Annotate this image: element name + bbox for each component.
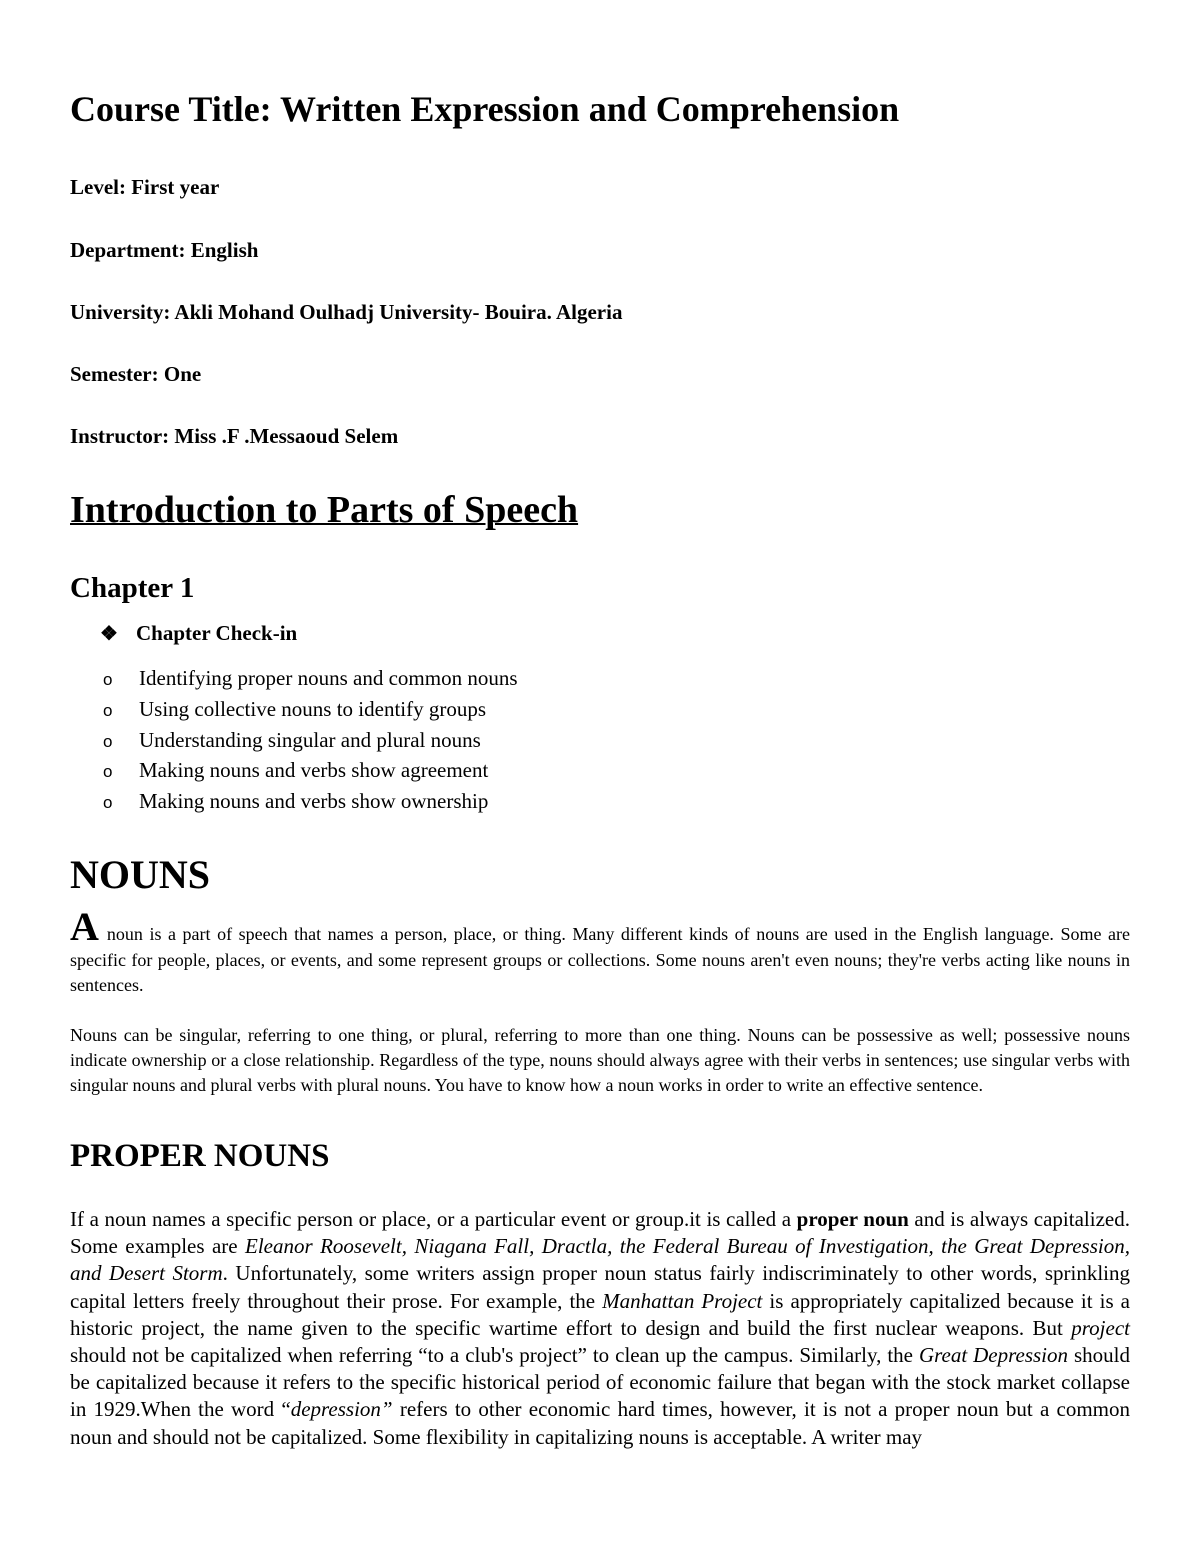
circle-bullet-icon: o — [103, 731, 113, 751]
italic-term: depression” — [290, 1397, 393, 1422]
italic-term: Manhattan Project — [602, 1288, 763, 1313]
chapter-heading: Chapter 1 — [70, 572, 195, 604]
list-item — [70, 664, 518, 695]
diamond-bullet-icon: ❖ — [100, 623, 118, 645]
italic-examples: Eleanor Roosevelt, Niagana Fall, Dractla, the Federal Bureau of Investigation, the Great Depression, and Desert Storm — [70, 1234, 1130, 1286]
nouns-heading: NOUNS — [70, 852, 211, 897]
list-item — [70, 787, 518, 818]
list-item-text: Making nouns and verbs show agreement — [139, 758, 489, 783]
text-run: is appropriately capitalized because it is a historic project, the name given to the specific wartime effort to design and build the first nuclear weapons. But — [70, 1288, 1130, 1340]
department-line: Department: English — [70, 238, 259, 262]
semester-line: Semester: One — [70, 362, 202, 386]
checkin-label: Chapter Check-in — [136, 621, 298, 645]
level-line: Level: First year — [70, 175, 220, 199]
text-run: refers to other economic hard times, however, it is not a proper noun but a common noun and should not be capitalized. Some flexibility in capitalizing nouns is acceptable. A writer may — [70, 1397, 1130, 1449]
list-item-text: Identifying proper nouns and common nouns — [139, 666, 518, 690]
nouns-paragraph-2: Nouns can be singular, referring to one thing, or plural, referring to more than one thing. Nouns can be possessive as well; possessive nouns indicate ownership or a close relationship. Regardless of the type, nouns should always agree with their verbs in sentences; use singular verbs with singular nouns and plural verbs with plural nouns. You have to know how a noun works in order to write an effective sentence. — [70, 1025, 1130, 1095]
circle-bullet-icon: o — [103, 700, 113, 720]
bold-term: proper noun — [796, 1207, 909, 1231]
list-item — [70, 756, 518, 787]
drop-cap: A — [70, 904, 99, 949]
proper-nouns-paragraph — [70, 1206, 1130, 1451]
text-run: should not be capitalized when referring “to a club's project” to clean up the campus. Similarly, the — [70, 1343, 919, 1368]
instructor-line: Instructor: Miss .F .Messaoud Selem — [70, 424, 399, 448]
course-title: Course Title: Written Expression and Comprehension — [70, 89, 900, 129]
text-run: and is always capitalized. Some examples are — [70, 1207, 1130, 1259]
section-title: Introduction to Parts of Speech — [70, 489, 579, 531]
proper-nouns-heading: PROPER NOUNS — [70, 1138, 330, 1174]
text-run: should be capitalized because it refers to the specific historical period of economic failure that began with the stock market collapse in 1929.When the word “ — [70, 1343, 1130, 1422]
circle-bullet-icon: o — [103, 793, 113, 813]
italic-term: Great Depression — [918, 1343, 1069, 1368]
nouns-paragraph-1 — [70, 904, 1130, 999]
checkin-list — [70, 664, 518, 818]
italic-term: project — [1071, 1315, 1130, 1340]
list-item-text: Using collective nouns to identify groups — [139, 696, 487, 721]
list-item-text: Making nouns and verbs show ownership — [139, 789, 489, 814]
nouns-paragraph-1-text: noun is a part of speech that names a person, place, or thing. Many different kinds of nouns are used in the English language. Some are specific for people, places, or events, and some represent groups or collections. Some nouns aren't even nouns; they're verbs acting like nouns in sentences. — [70, 924, 1130, 995]
list-item-text: Understanding singular and plural nouns — [139, 727, 481, 752]
list-item — [70, 726, 518, 757]
circle-bullet-icon: o — [103, 670, 113, 689]
chapter-checkin — [70, 621, 297, 646]
text-run: . Unfortunately, some writers assign proper noun status fairly indiscriminately to other words, sprinkling capital letters freely throughout their prose. For example, the — [70, 1261, 1130, 1313]
list-item — [70, 695, 518, 726]
university-line: University: Akli Mohand Oulhadj University- Bouira. Algeria — [70, 300, 623, 324]
text-run: If a noun names a specific person or place, or a particular event or group.it is called a — [70, 1207, 797, 1231]
circle-bullet-icon: o — [103, 762, 113, 782]
